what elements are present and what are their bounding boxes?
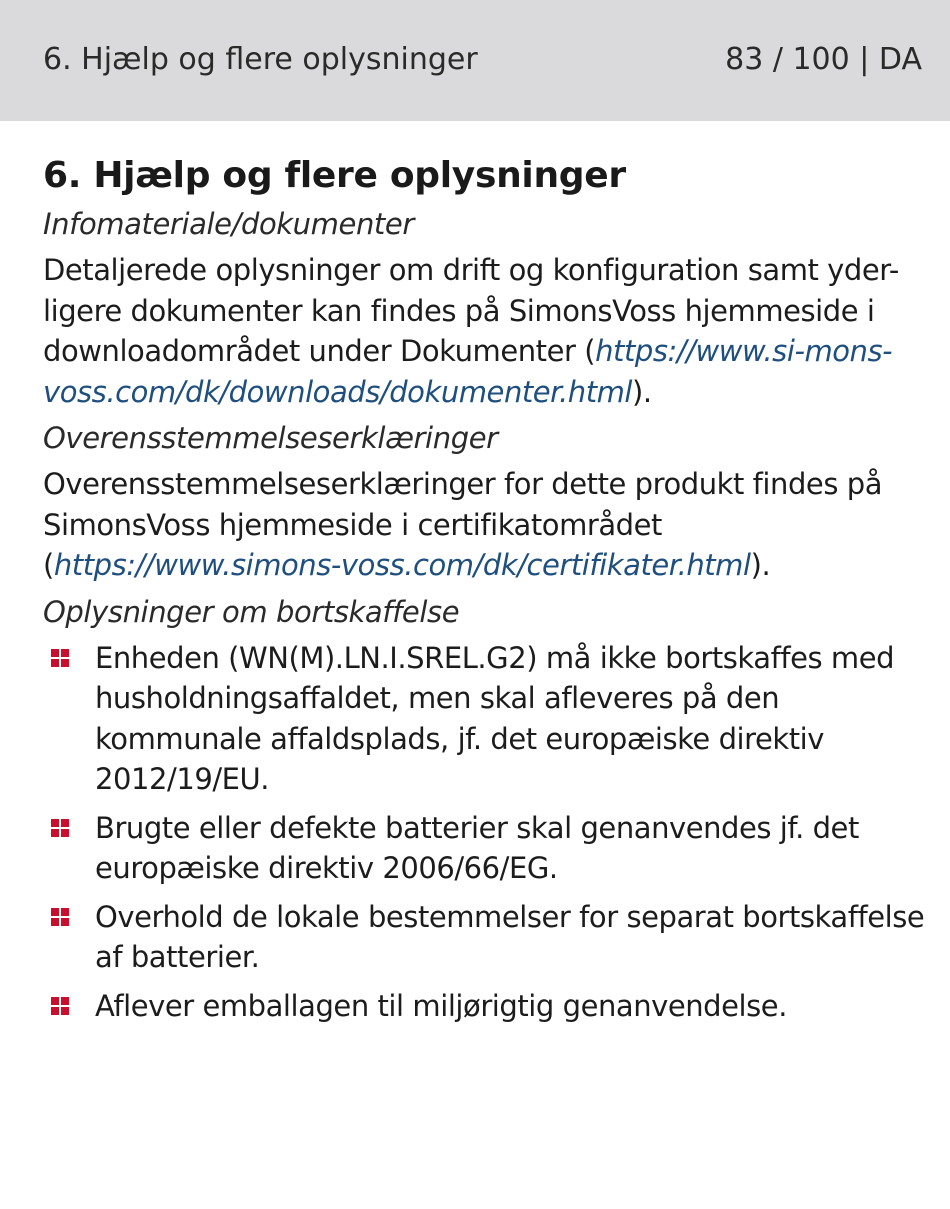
list-item	[43, 638, 930, 800]
page-content	[0, 121, 950, 1026]
info-text-after: ).	[632, 374, 652, 409]
list-item	[43, 986, 930, 1027]
bullet-icon	[43, 986, 95, 1027]
header-page-number: 83 / 100 | DA	[725, 42, 922, 77]
list-item-text: Enheden (WN(M).LN.I.SREL.G2) må ikke bortskaffes med husholdningsaffaldet, men skal afleveres på den kommunale affaldsplads, jf. det europæiske direktiv 2012/19/EU.	[95, 640, 895, 796]
bullet-icon	[43, 808, 95, 889]
conformity-text-before: Overensstemmelseserklæringer for dette produkt findes på SimonsVoss hjemmeside i certifikatområdet (	[43, 467, 883, 582]
page-title: 6. Hjælp og flere oplysninger	[43, 155, 626, 196]
list-item-text: Brugte eller defekte batterier skal genanvendes jf. det europæiske direktiv 2006/66/EG.	[95, 810, 859, 885]
certificates-link[interactable]: https://www.simons-voss.com/dk/certifikater.html	[53, 548, 751, 582]
conformity-heading: Overensstemmelseserklæringer	[43, 421, 498, 455]
disposal-heading: Oplysninger om bortskaffelse	[43, 594, 460, 629]
list-item-text: Aflever emballagen til miljørigtig genanvendelse.	[95, 988, 787, 1023]
bullet-icon	[43, 638, 95, 800]
info-heading: Infomateriale/dokumenter	[43, 207, 414, 241]
page-header	[0, 0, 950, 121]
list-item	[43, 897, 930, 978]
conformity-text-after: ).	[750, 548, 771, 582]
info-paragraph	[43, 250, 930, 412]
bullet-icon	[43, 897, 95, 978]
disposal-list	[43, 638, 930, 1027]
list-item-text: Overhold de lokale bestemmelser for separat bortskaffelse af batterier.	[95, 899, 925, 974]
header-section-title: 6. Hjælp og flere oplysninger	[43, 42, 478, 77]
documents-link[interactable]: https://www.si-mons-voss.com/dk/downloads/dokumenter.html	[43, 334, 893, 409]
list-item	[43, 808, 930, 889]
info-text-before: Detaljerede oplysninger om drift og konfiguration samt yder-ligere dokumenter kan findes på SimonsVoss hjemmeside i downloadområdet under Dokumenter (	[43, 253, 899, 368]
conformity-paragraph	[43, 464, 930, 586]
